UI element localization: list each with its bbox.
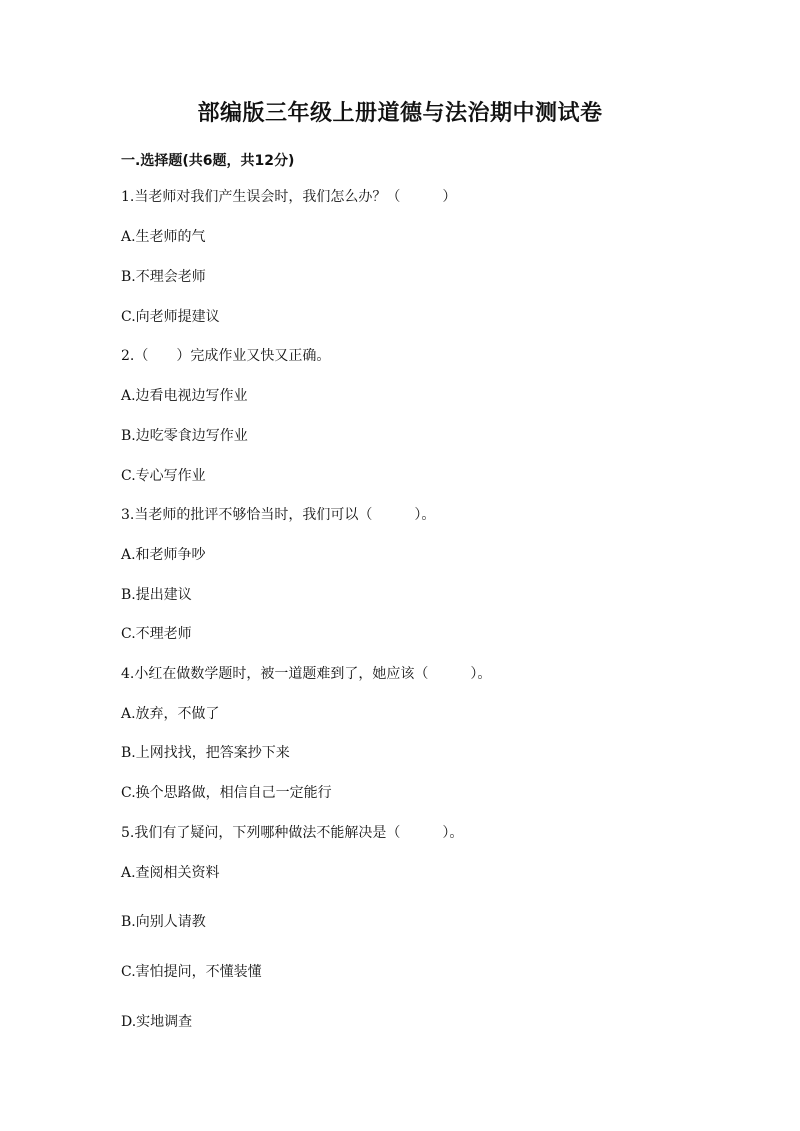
question-1-option-a: A.生老师的气 (121, 229, 206, 245)
question-5-option-b: B.向别人请教 (121, 914, 206, 930)
question-1-option-b: B.不理会老师 (121, 269, 206, 285)
question-2-option-b: B.边吃零食边写作业 (121, 428, 248, 444)
question-5-stem: 5.我们有了疑问，下列哪种做法不能解决是（ ）。 (121, 825, 464, 841)
question-1-option-c: C.向老师提建议 (121, 309, 220, 325)
question-5-option-c: C.害怕提问，不懂装懂 (121, 964, 262, 980)
question-3-option-b: B.提出建议 (121, 587, 192, 603)
page-title: 部编版三年级上册道德与法治期中测试卷 (197, 100, 603, 126)
question-4-option-c: C.换个思路做，相信自己一定能行 (121, 785, 332, 801)
question-2-stem: 2.（ ）完成作业又快又正确。 (121, 348, 331, 364)
question-5-option-a: A.查阅相关资料 (121, 865, 220, 881)
question-5-option-d: D.实地调查 (121, 1014, 193, 1030)
section-heading: 一.选择题(共6题，共12分) (121, 153, 295, 169)
question-2-option-c: C.专心写作业 (121, 468, 206, 484)
question-3-option-a: A.和老师争吵 (121, 547, 206, 563)
question-4-option-a: A.放弃，不做了 (121, 706, 220, 722)
question-4-stem: 4.小红在做数学题时，被一道题难到了，她应该（ ）。 (121, 666, 492, 682)
question-3-option-c: C.不理老师 (121, 626, 192, 642)
question-3-stem: 3.当老师的批评不够恰当时，我们可以（ ）。 (121, 507, 436, 523)
question-2-option-a: A.边看电视边写作业 (121, 388, 248, 404)
question-1-stem: 1.当老师对我们产生误会时，我们怎么办？（ ） (121, 189, 457, 205)
question-4-option-b: B.上网找找，把答案抄下来 (121, 745, 290, 761)
